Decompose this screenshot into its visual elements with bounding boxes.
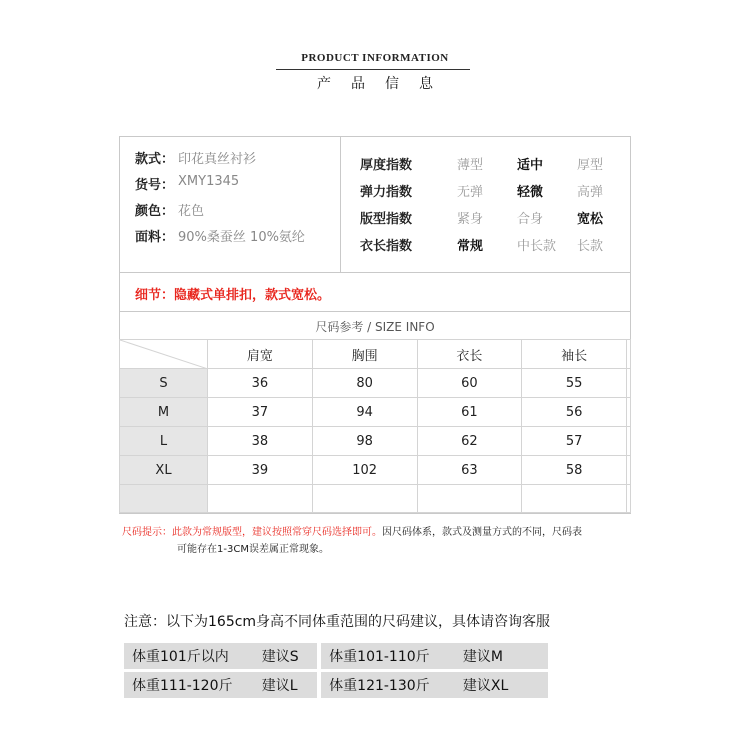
size-column-header: 袖长 (522, 340, 627, 369)
index-option: 无弹 (457, 185, 484, 200)
size-cell (627, 456, 631, 485)
info-key: 面料： (135, 230, 175, 245)
info-row (135, 174, 305, 200)
index-option-selected: 轻微 (517, 185, 544, 200)
info-value: XMY1345 (178, 174, 240, 189)
size-cell (208, 485, 313, 513)
size-cell: 37 (208, 398, 313, 427)
size-cell: 62 (417, 427, 522, 456)
weight-row (124, 643, 548, 669)
index-title: 厚度指数 (360, 158, 413, 173)
size-cell: 80 (312, 369, 417, 398)
weight-suggestion: 建议M (459, 643, 548, 669)
header-underline (276, 69, 470, 70)
index-row (360, 150, 637, 177)
index-title: 版型指数 (360, 212, 413, 227)
index-option: 薄型 (457, 158, 484, 173)
index-title: 衣长指数 (360, 239, 413, 254)
size-cell: 102 (312, 456, 417, 485)
index-row (360, 231, 637, 258)
index-panel (360, 150, 637, 258)
info-key: 货号： (135, 178, 175, 193)
size-cell: 98 (312, 427, 417, 456)
size-label: M (120, 398, 208, 427)
info-key: 颜色： (135, 204, 175, 219)
size-column-header: 胸围 (312, 340, 417, 369)
size-column-header (627, 340, 631, 369)
size-cell: 56 (522, 398, 627, 427)
info-row (135, 148, 305, 174)
info-key: 款式： (135, 152, 175, 167)
size-cell (312, 485, 417, 513)
size-cell: 94 (312, 398, 417, 427)
weight-note: 注意：以下为165cm身高不同体重范围的尺码建议，具体请咨询客服 (124, 614, 551, 630)
index-option: 高弹 (577, 185, 604, 200)
size-cell: 55 (522, 369, 627, 398)
size-row (120, 485, 631, 513)
size-cell (627, 369, 631, 398)
detail-text: 细节：隐藏式单排扣，款式宽松。 (135, 288, 331, 303)
size-cell (417, 485, 522, 513)
product-info-list (135, 148, 305, 252)
size-table-title: 尺码参考 / SIZE INFO (315, 320, 435, 334)
size-cell: 38 (208, 427, 313, 456)
size-cell: 36 (208, 369, 313, 398)
corner-diagonal (120, 340, 208, 369)
detail-divider-top (119, 272, 631, 273)
index-option-selected: 适中 (517, 158, 544, 173)
size-cell (627, 398, 631, 427)
index-title: 弹力指数 (360, 185, 413, 200)
index-option: 长款 (577, 239, 604, 254)
size-column-header: 衣长 (417, 340, 522, 369)
size-tip-text-2: 可能存在1-3CM误差属正常现象。 (177, 544, 329, 555)
size-row (120, 427, 631, 456)
info-row (135, 200, 305, 226)
size-row (120, 456, 631, 485)
weight-suggestion: 建议L (258, 672, 317, 698)
info-value: 90%桑蚕丝 10%氨纶 (178, 230, 305, 245)
size-table-header-row (120, 340, 631, 369)
size-label (120, 485, 208, 513)
size-cell: 58 (522, 456, 627, 485)
info-value: 花色 (178, 204, 205, 219)
size-tip-text: 因尺码体系，款式及测量方式的不同，尺码表 (382, 527, 582, 538)
size-row (120, 369, 631, 398)
weight-range: 体重111-120斤 (124, 672, 258, 698)
size-cell: 39 (208, 456, 313, 485)
weight-suggestion: 建议S (258, 643, 317, 669)
size-tip-red: 尺码提示：此款为常规版型，建议按照常穿尺码选择即可。 (122, 527, 382, 538)
size-cell (522, 485, 627, 513)
index-option: 合身 (517, 212, 544, 227)
index-option: 厚型 (577, 158, 604, 173)
weight-row (124, 672, 548, 698)
info-value: 印花真丝衬衫 (178, 152, 257, 167)
size-cell (627, 427, 631, 456)
header-title-en: PRODUCT INFORMATION (301, 52, 449, 64)
size-label: S (120, 369, 208, 398)
header-title-cn: 产品信息 (317, 76, 453, 92)
size-label: XL (120, 456, 208, 485)
index-row (360, 204, 637, 231)
size-label: L (120, 427, 208, 456)
size-table-corner (120, 340, 208, 369)
size-cell: 61 (417, 398, 522, 427)
info-row (135, 226, 305, 252)
size-cell: 57 (522, 427, 627, 456)
weight-range: 体重101-110斤 (321, 643, 459, 669)
size-cell: 63 (417, 456, 522, 485)
index-option: 紧身 (457, 212, 484, 227)
size-cell (627, 485, 631, 513)
index-option-selected: 常规 (457, 239, 484, 254)
detail-divider-bottom (119, 311, 631, 312)
size-cell: 60 (417, 369, 522, 398)
weight-suggestion: 建议XL (459, 672, 548, 698)
size-row (120, 398, 631, 427)
info-divider (340, 137, 341, 272)
size-table (119, 339, 631, 513)
weight-range: 体重101斤以内 (124, 643, 258, 669)
weight-range: 体重121-130斤 (321, 672, 459, 698)
index-row (360, 177, 637, 204)
index-option-selected: 宽松 (577, 212, 604, 227)
size-tip (122, 524, 632, 558)
size-column-header: 肩宽 (208, 340, 313, 369)
index-option: 中长款 (517, 239, 557, 254)
weight-suggestion-grid (124, 643, 548, 701)
